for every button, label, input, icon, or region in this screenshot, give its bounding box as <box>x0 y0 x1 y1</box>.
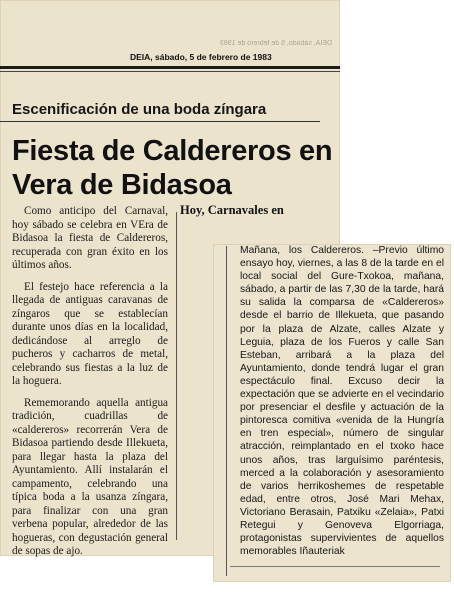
paragraph: Como anticipo del Carnaval, hoy sábado se celebra en VEra de Bidasoa la fiesta de Caldereros, recuperada con gran éxito en los últimos años. <box>12 205 168 271</box>
right-article-body <box>240 244 444 558</box>
header-rule-thin <box>0 71 340 72</box>
left-article-body <box>12 205 168 567</box>
column-divider <box>176 212 177 540</box>
section-heading: Escenificación de una boda zíngara <box>12 101 267 118</box>
paragraph: Mañana, los Caldereros. –Previo último ensayo hoy, viernes, a las 8 de la tarde en el local social del Gure-Txokoa, mañana, sábado, a partir de las 7,30 de la tarde, hará su salida la comparsa de «Caldereros» desde el barrio de Illekueta, que pasando por la plaza de Alzate, calles Alzate y Leguia, plaza de los Fueros y calle San Esteban, arribará a la plaza del Ayuntamiento, donde tendrá lugar el gran espectáculo final. Excuso decir la expectación que se advierte en el vecindario por presenciar el desfile y actuación de la pintoresca comitiva «venida de la Hungría en tren especial», número de singular atracción, reimplantado en el txoko hace unos años, tras larguísimo paréntesis, merced a la colaboración y asesoramiento de varios herrikoshemes de respetable edad, entre otros, José Mari Mehax, Victoriano Berasain, Patxiku «Zelaia», Patxi Retegui y Genoveva Elgorriaga, protagonistas supervivientes de aquellos memorables Iñauteriak <box>240 245 444 558</box>
paragraph: Rememorando aquella antigua tradición, cuadrillas de «caldereros» recorrerán Vera de Bidasoa partiendo desde Illekueta, para llegar hasta la plaza del Ayuntamiento. Allí instalarán el campamento, celebrando una típica boda a la usanza zíngara, para finalizar con una gran verbena popular, alrededor de las hogueras, con degustación general de sopas de ajo. <box>12 396 168 557</box>
next-article-heading: Hoy, Carnavales en <box>180 203 284 217</box>
mirrored-bleed-text: DEIA, sábado, 5 de febrero de 1983 <box>220 40 333 47</box>
bottom-rule <box>230 566 440 567</box>
dateline: DEIA, sábado, 5 de febrero de 1983 <box>130 52 272 62</box>
article-title: Fiesta de Caldereros en Vera de Bidasoa <box>12 135 333 201</box>
column-divider-2 <box>226 246 227 576</box>
paragraph: El festejo hace referencia a la llegada de antiguas caravanas de zíngaros que se establecían durante unos días en la localidad, dedicándose al arreglo de pucheros y cacharros de metal, celebrando sus fiestas a la luz de la hoguera. <box>12 280 168 387</box>
section-rule <box>0 121 320 122</box>
header-rule <box>0 66 340 69</box>
